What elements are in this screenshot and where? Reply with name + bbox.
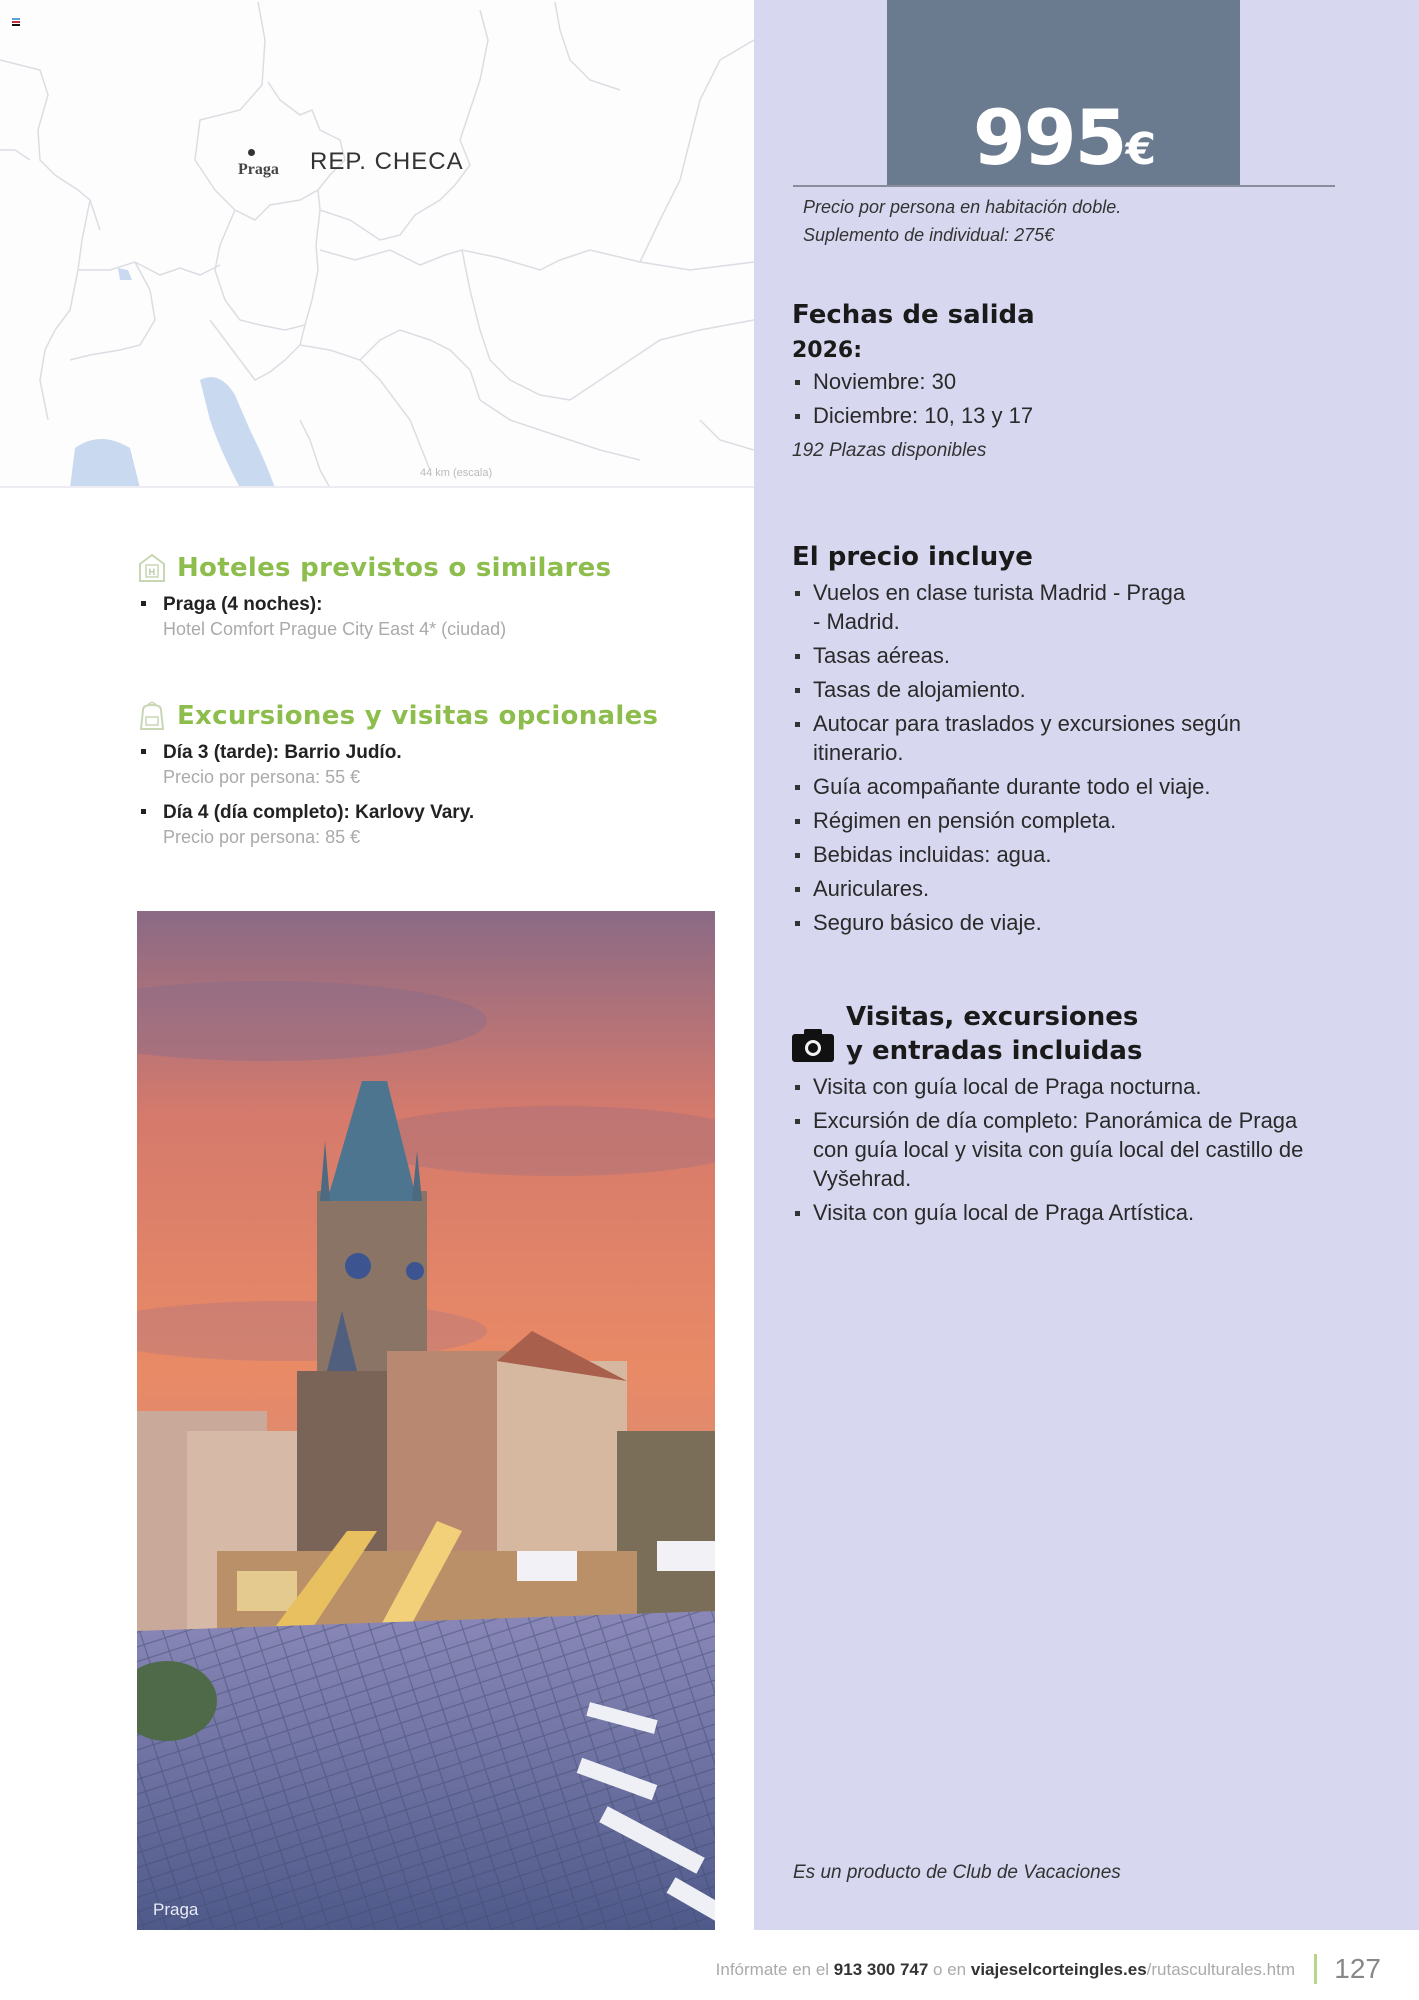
visits-list: [792, 1072, 1322, 1227]
footer-middle: o en: [928, 1960, 971, 1979]
list-item: Seguro básico de viaje.: [792, 908, 1312, 937]
phone-link[interactable]: 913 300 747: [833, 1960, 929, 1979]
hotel-icon: [137, 552, 167, 584]
page-footer: [0, 1952, 1419, 1988]
list-item: [137, 592, 737, 642]
dates-year: 2026:: [792, 338, 863, 363]
visits-title-line2: y entradas incluidas: [846, 1036, 1143, 1066]
optional-heading: [137, 700, 737, 732]
old-town-square-image: [137, 911, 715, 1930]
club-note: Es un producto de Club de Vacaciones: [793, 1862, 1121, 1883]
list-item: Auriculares.: [792, 874, 1312, 903]
dates-list: [792, 367, 1392, 430]
svg-text:H: H: [148, 567, 156, 577]
city-label: Praga: [238, 161, 279, 178]
dates-heading: Fechas de salida: [792, 300, 1035, 330]
list-item: [137, 800, 737, 850]
flag-icon: [12, 18, 20, 26]
list-item: Vuelos en clase turista Madrid - Praga - Madrid.: [792, 578, 1192, 636]
list-item: Diciembre: 10, 13 y 17: [792, 401, 1392, 430]
price-amount: 995: [972, 93, 1126, 182]
visits-title-line1: Visitas, excursiones: [846, 1002, 1139, 1032]
footer-prefix: Infórmate en el: [715, 1960, 834, 1979]
visits-heading: [792, 1000, 1392, 1068]
list-item: Excursión de día completo: Panorámica de Praga con guía local y visita con guía local del castillo de Vyšehrad.: [792, 1106, 1322, 1193]
country-label: REP. CHECA: [310, 148, 464, 175]
list-item: Visita con guía local de Praga nocturna.: [792, 1072, 1322, 1101]
optional-title: Excursiones y visitas opcionales: [177, 701, 659, 731]
list-item: Régimen en pensión completa.: [792, 806, 1312, 835]
photo-caption: Praga: [153, 1900, 199, 1919]
hotel-city: Praga (4 noches):: [163, 594, 323, 615]
hotel-name: Hotel Comfort Prague City East 4* (ciudad): [163, 619, 507, 639]
route-map: [0, 0, 754, 488]
hotels-section: [137, 552, 737, 652]
divider: [793, 185, 1335, 187]
camera-icon: [792, 1028, 834, 1062]
price-note: [803, 193, 1121, 249]
info-panel: [754, 0, 1419, 1930]
prague-photo: [137, 911, 715, 1930]
hotels-list: [137, 592, 737, 642]
website-link[interactable]: viajeselcorteingles.es: [970, 1960, 1147, 1979]
list-item: [137, 740, 737, 790]
website-path[interactable]: /rutasculturales.htm: [1146, 1960, 1295, 1979]
list-item: Autocar para traslados y excursiones según itinerario.: [792, 709, 1272, 767]
hotels-title: Hoteles previstos o similares: [177, 553, 612, 583]
backpack-icon: [137, 700, 167, 732]
contact-info: [716, 1960, 1295, 1980]
city-marker: [248, 149, 255, 156]
includes-heading: El precio incluye: [792, 542, 1033, 572]
optional-excursions-section: [137, 700, 737, 860]
list-item: Visita con guía local de Praga Artística.: [792, 1198, 1322, 1227]
list-item: Tasas de alojamiento.: [792, 675, 1312, 704]
price-note-double: Precio por persona en habitación doble.: [803, 197, 1122, 217]
visits-title: [846, 1000, 1142, 1068]
list-item: Noviembre: 30: [792, 367, 1392, 396]
price-includes-section: [792, 540, 1392, 942]
excursion-label: Día 4 (día completo): Karlovy Vary.: [163, 802, 475, 823]
price: [887, 93, 1240, 190]
price-box: [887, 0, 1240, 186]
included-visits-section: [792, 1000, 1392, 1232]
excursion-price: Precio por persona: 55 €: [163, 767, 361, 787]
optional-list: [137, 740, 737, 850]
seats-available: 192 Plazas disponibles: [792, 440, 987, 461]
price-note-single-supplement: Suplemento de individual: 275€: [803, 225, 1055, 245]
list-item: Guía acompañante durante todo el viaje.: [792, 772, 1312, 801]
list-item: Tasas aéreas.: [792, 641, 1312, 670]
list-item: Bebidas incluidas: agua.: [792, 840, 1312, 869]
map-scale: 44 km (escala): [420, 467, 493, 479]
footer-divider: [1314, 1954, 1317, 1984]
excursion-label: Día 3 (tarde): Barrio Judío.: [163, 742, 402, 763]
includes-list: [792, 578, 1312, 937]
page-number: 127: [1334, 1953, 1381, 1984]
map-borders: [0, 0, 754, 488]
departure-dates-section: [792, 298, 1392, 462]
price-currency: €: [1125, 124, 1155, 175]
hotels-heading: [137, 552, 737, 584]
excursion-price: Precio por persona: 85 €: [163, 827, 361, 847]
